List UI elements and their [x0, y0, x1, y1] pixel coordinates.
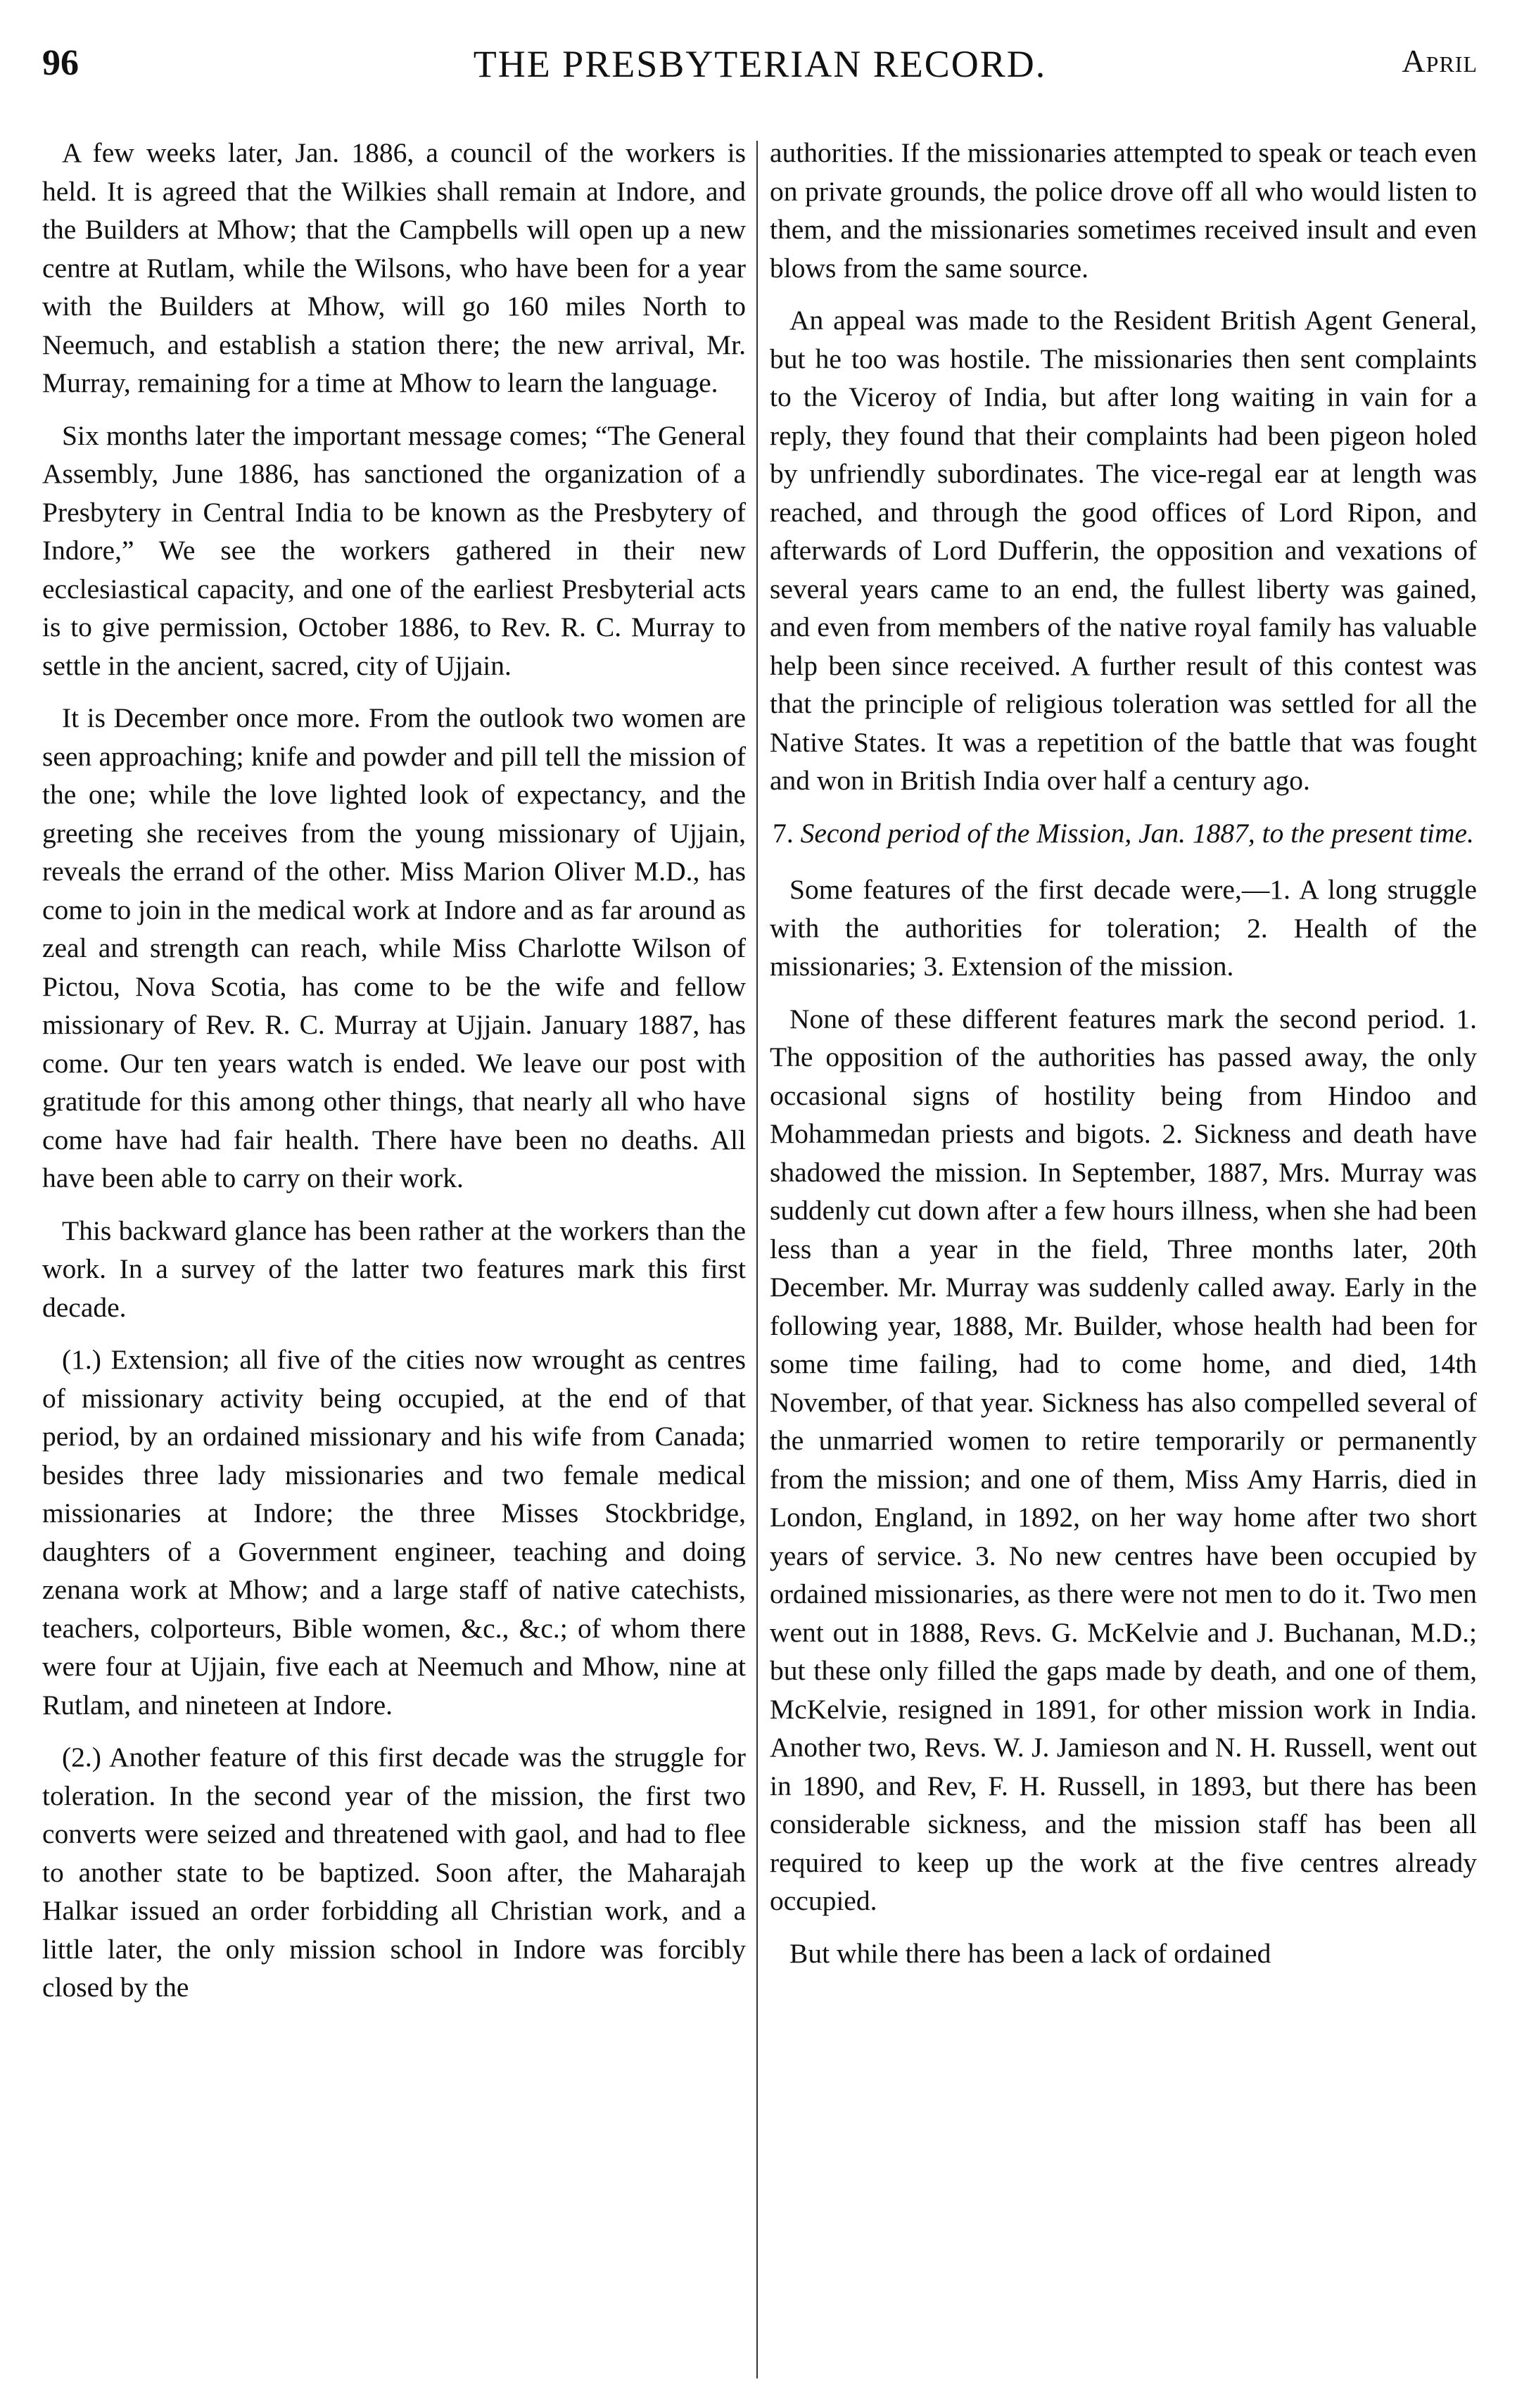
page-header — [42, 42, 1478, 99]
section-heading-text: Second period of the Mission, Jan. 1887, to the present time. — [800, 817, 1474, 849]
paragraph-presbytery: Six months later the important message comes; “The General Assembly, June 1886, has sanctioned the organization of a Presbytery in Central India to be known as the Presbytery of Indore,” We see the workers gathered in their new ecclesiastical capacity, and one of the earliest Presbyterial acts is to give permission, October 1886, to Rev. R. C. Murray to settle in the ancient, sacred, city of Ujjain. — [42, 419, 746, 681]
paragraph-second-period: None of these different features mark the second period. 1. The opposition of the authorities has passed away, the only occasional signs of hostility being from Hindoo and Mohammedan priests and bigots. 2. Sickness and death have shadowed the mission. In September, 1887, Mrs. Murray was suddenly cut down after a few hours illness, when she had been less than a year in the field, Three months later, 20th December. Mr. Murray was suddenly called away. Early in the following year, 1888, Mr. Builder, whose health had been for some time failing, had to come home, and died, 14th November, of that year. Sickness has also compelled several of the unmarried women to retire temporarily or permanently from the mission; and one of them, Miss Amy Harris, died in London, England, in 1892, on her way home after two short years of service. 3. No new centres have been occupied by ordained missionaries, as there were not men to do it. Two men went out in 1888, Revs. G. McKelvie and J. Buchanan, M.D.; but these only filled the gaps made by death, and one of them, McKelvie, resigned in 1891, for other mission work in India. Another two, Revs. W. J. Jamieson and N. H. Russell, went out in 1890, and Rev, F. H. Russell, in 1893, but there has been considerable sickness, and the mission staff has been all required to keep up the work at the five centres already occupied. — [770, 1003, 1477, 1916]
paragraph-backward-glance: This backward glance has been rather at the workers than the work. In a survey of the latter two features mark this first decade. — [42, 1215, 746, 1323]
paragraph-lack-ordained: But while there has been a lack of ordained — [789, 1937, 1271, 1969]
publication-title: THE PRESBYTERIAN RECORD. — [473, 43, 1047, 85]
paragraph-authorities: authorities. If the missionaries attempted to speak or teach even on private grounds, the police drove off all who would listen to them, and the missionaries sometimes received insult and even blows from the same source. — [770, 137, 1477, 284]
column-divider — [756, 141, 758, 2378]
left-column — [42, 134, 746, 2371]
section-heading — [770, 814, 1477, 853]
paragraph-toleration: (2.) Another feature of this first decade was the struggle for toleration. In the second year of the mission, the first two converts were seized and threatened with gaol, and had to flee to another state to be baptized. Soon after, the Maharajah Halkar issued an order forbidding all Christian work, and a little later, the only mission school in Indore was forcibly closed by the — [42, 1742, 746, 2003]
paragraph-council: A few weeks later, Jan. 1886, a council of the workers is held. It is agreed that the Wilkies shall remain at Indore, and the Builders at Mhow; that the Campbells will open up a new centre at Rutlam, while the Wilsons, who have been for a year with the Builders at Mhow, will go 160 miles North to Neemuch, and establish a station there; the new arrival, Mr. Murray, remaining for a time at Mhow to learn the language. — [42, 137, 746, 398]
issue-month: April — [1402, 43, 1478, 79]
paragraph-extension: (1.) Extension; all five of the cities now wrought as centres of missionary activity being occupied, at the end of that period, by an ordained missionary and his wife from Canada; besides three lady missionaries and two female medical missionaries at Indore; the three Misses Stockbridge, daughters of a Government engineer, teaching and doing zenana work at Mhow; and a large staff of native catechists, teachers, colporteurs, Bible women, &c., &c.; of whom there were four at Ujjain, five each at Neemuch and Mhow, nine at Rutlam, and nineteen at Indore. — [42, 1344, 746, 1721]
paragraph-features: Some features of the first decade were,—1. A long struggle with the authorities for toleration; 2. Health of the missionaries; 3. Extension of the mission. — [770, 874, 1477, 982]
paragraph-appeal: An appeal was made to the Resident British Agent General, but he too was hostile. The missionaries then sent complaints to the Viceroy of India, but after long waiting in vain for a reply, they found that their complaints had been pigeon holed by unfriendly subordinates. The vice-regal ear at length was reached, and through the good offices of Lord Ripon, and afterwards of Lord Dufferin, the opposition and vexations of several years came to an end, the fullest liberty was gained, and even from members of the native royal family has valuable help been since received. A further result of this contest was that the principle of religious toleration was settled for all the Native States. It was a repetition of the battle that was fought and won in British India over half a century ago. — [770, 305, 1477, 796]
paragraph-december: It is December once more. From the outlook two women are seen approaching; knife and powder and pill tell the mission of the one; while the love lighted look of expectancy, and the greeting she receives from the young missionary of Ujjain, reveals the errand of the other. Miss Marion Oliver M.D., has come to join in the medical work at Indore and as far around as zeal and strength can reach, while Miss Charlotte Wilson of Pictou, Nova Scotia, has come to be the wife and fellow missionary of Rev. R. C. Murray at Ujjain. January 1887, has come. Our ten years watch is ended. We leave our post with gratitude for this among other things, that nearly all who have come have had fair health. There have been no deaths. All have been able to carry on their work. — [42, 702, 746, 1193]
right-column — [770, 134, 1477, 2371]
page-number: 96 — [42, 43, 79, 83]
section-number: 7. — [773, 817, 794, 849]
